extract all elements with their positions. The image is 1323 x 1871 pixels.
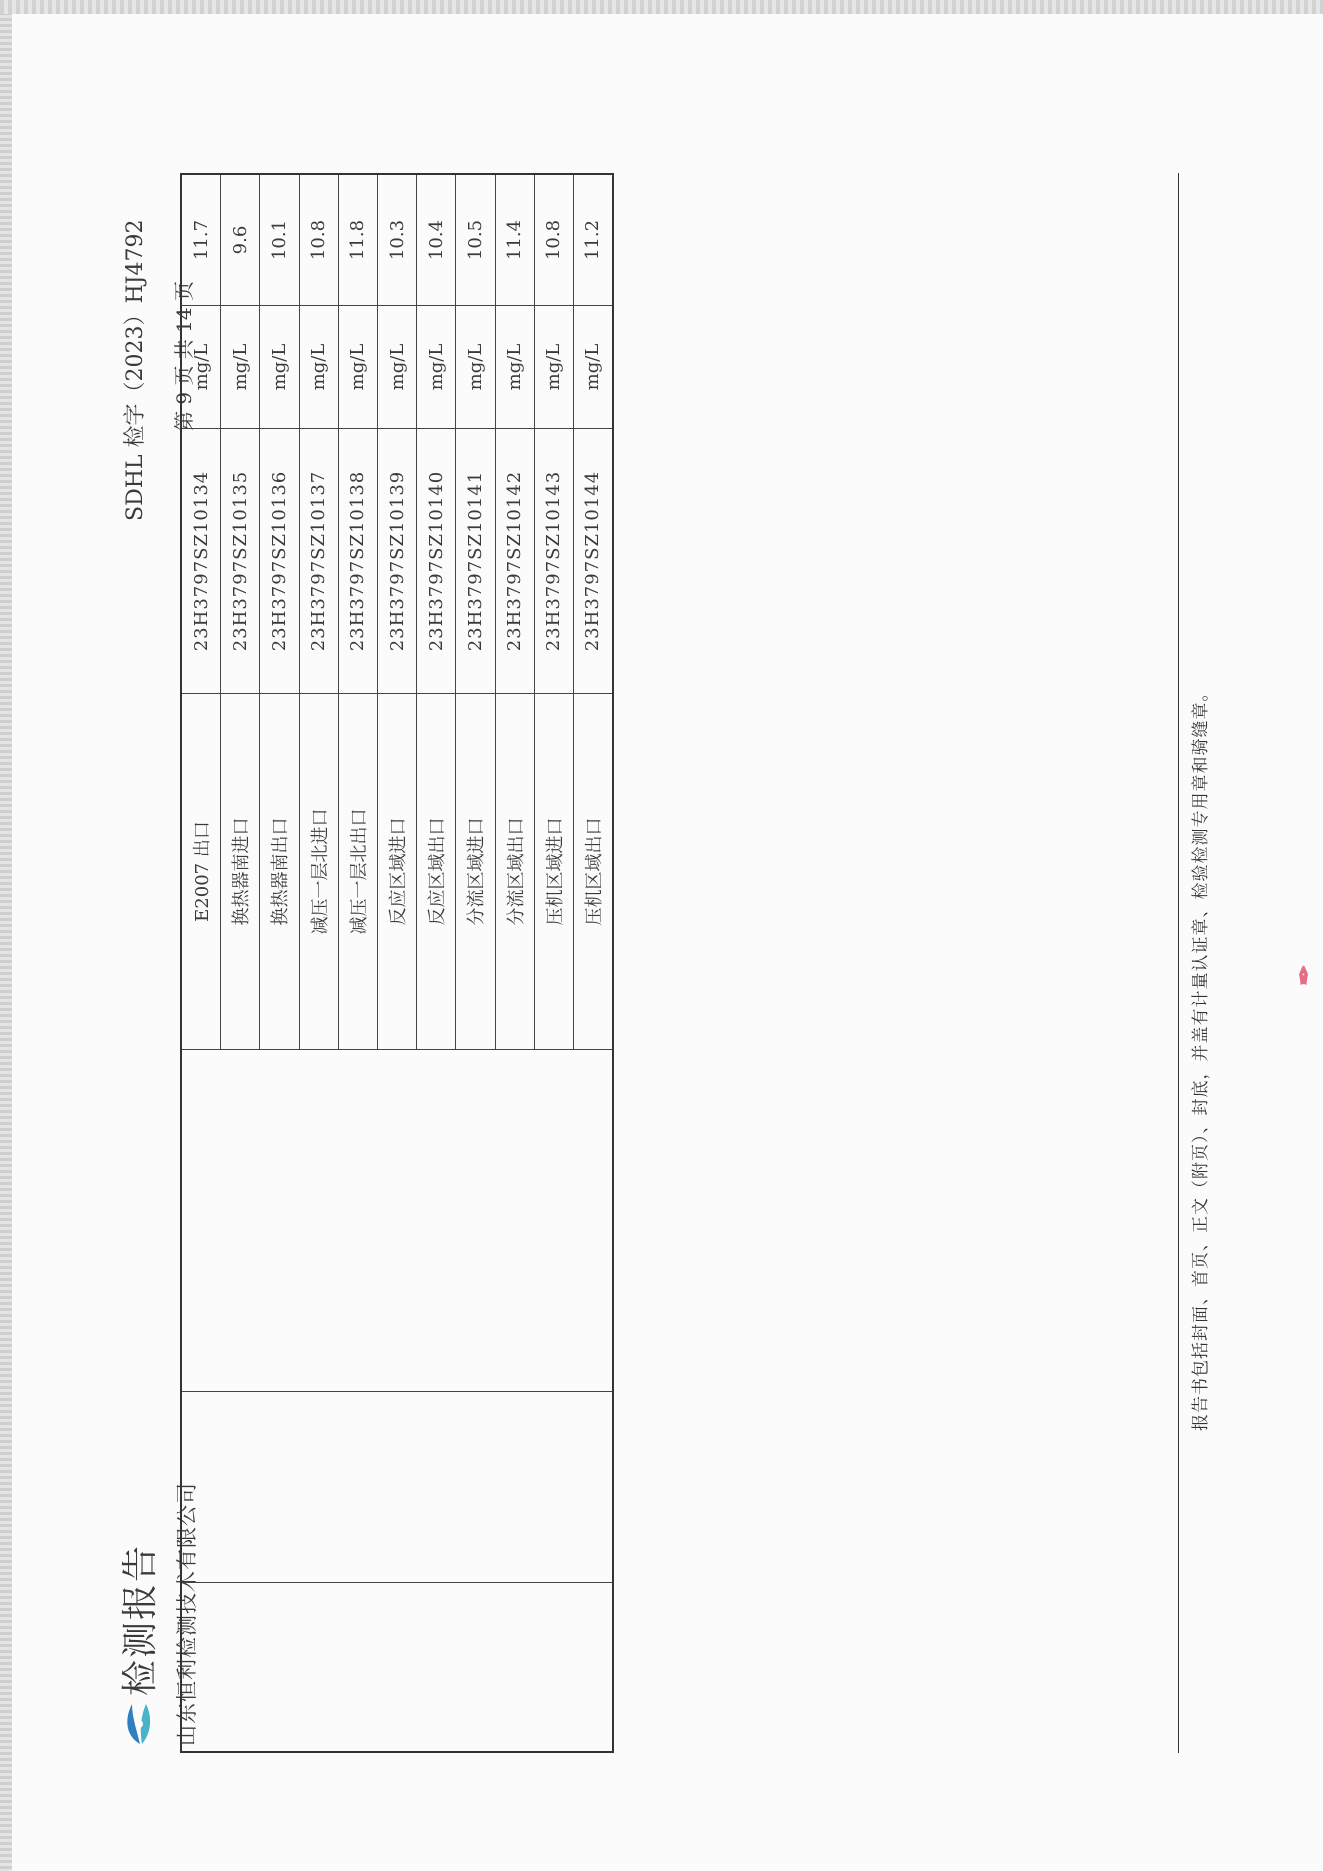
value-cell: 11.7 [181, 174, 221, 306]
report-title: 检测报告 [120, 1543, 161, 1696]
value-cell: 10.5 [456, 174, 495, 306]
value-cell: 10.1 [260, 174, 299, 306]
company-logo-icon [118, 1702, 158, 1746]
empty-cell-3 [221, 1050, 260, 1392]
value-cell: 10.3 [377, 174, 416, 306]
empty-cell-1 [338, 1583, 377, 1753]
sample-id-cell: 23H3797SZ10134 [181, 429, 221, 694]
sample-id-cell: 23H3797SZ10139 [377, 429, 416, 694]
empty-cell-1 [534, 1583, 573, 1753]
empty-cell-2 [495, 1392, 534, 1583]
empty-cell-2 [377, 1392, 416, 1583]
sample-id-cell: 23H3797SZ10135 [221, 429, 260, 694]
empty-cell-2 [181, 1392, 221, 1583]
table-row [573, 174, 613, 1752]
value-cell: 10.8 [534, 174, 573, 306]
report-number: SDHL 检字（2023）HJ4792 [123, 219, 148, 521]
table-row [495, 174, 534, 1752]
empty-cell-3 [299, 1050, 338, 1392]
value-cell: 11.2 [573, 174, 613, 306]
sample-id-cell: 23H3797SZ10140 [417, 429, 456, 694]
location-cell: 分流区域进口 [456, 694, 495, 1050]
table-row [181, 174, 221, 1752]
empty-cell-2 [338, 1392, 377, 1583]
sample-id-cell: 23H3797SZ10137 [299, 429, 338, 694]
location-cell: 减压一层北出口 [338, 694, 377, 1050]
unit-cell: mg/L [181, 306, 221, 429]
empty-cell-3 [534, 1050, 573, 1392]
sample-id-cell: 23H3797SZ10141 [456, 429, 495, 694]
red-stamp-fragment: ✒ [1290, 964, 1320, 986]
sample-id-cell: 23H3797SZ10138 [338, 429, 377, 694]
empty-cell-1 [377, 1583, 416, 1753]
empty-cell-1 [573, 1583, 613, 1753]
empty-cell-2 [534, 1392, 573, 1583]
unit-cell: mg/L [299, 306, 338, 429]
value-cell: 11.4 [495, 174, 534, 306]
value-cell: 9.6 [221, 174, 260, 306]
logo-row [112, 1482, 163, 1746]
value-cell: 11.8 [338, 174, 377, 306]
empty-cell-2 [456, 1392, 495, 1583]
empty-cell-1 [221, 1583, 260, 1753]
unit-cell: mg/L [338, 306, 377, 429]
unit-cell: mg/L [260, 306, 299, 429]
empty-cell-2 [221, 1392, 260, 1583]
location-cell: 反应区域出口 [417, 694, 456, 1050]
empty-cell-2 [260, 1392, 299, 1583]
location-cell: 反应区域进口 [377, 694, 416, 1050]
unit-cell: mg/L [534, 306, 573, 429]
empty-cell-1 [456, 1583, 495, 1753]
empty-cell-1 [495, 1583, 534, 1753]
footer-divider [1178, 173, 1179, 1753]
table-row [456, 174, 495, 1752]
empty-cell-2 [299, 1392, 338, 1583]
table-row [534, 174, 573, 1752]
location-cell: 换热器南进口 [221, 694, 260, 1050]
footer-note: 报告书包括封面、首页、正文（附页）、封底，并盖有计量认证章、检验检测专用章和骑缝章。 [1191, 683, 1211, 1431]
unit-cell: mg/L [417, 306, 456, 429]
unit-cell: mg/L [495, 306, 534, 429]
company-name: 山东恒利检测技术有限公司 [175, 1482, 199, 1746]
empty-cell-2 [417, 1392, 456, 1583]
table-row [221, 174, 260, 1752]
table-row [260, 174, 299, 1752]
sample-id-cell: 23H3797SZ10143 [534, 429, 573, 694]
table-row [417, 174, 456, 1752]
table-row [377, 174, 416, 1752]
sample-id-cell: 23H3797SZ10144 [573, 429, 613, 694]
unit-cell: mg/L [573, 306, 613, 429]
empty-cell-3 [260, 1050, 299, 1392]
empty-cell-3 [495, 1050, 534, 1392]
sample-id-cell: 23H3797SZ10136 [260, 429, 299, 694]
empty-cell-3 [456, 1050, 495, 1392]
empty-cell-1 [260, 1583, 299, 1753]
results-table [180, 173, 614, 1753]
empty-cell-1 [417, 1583, 456, 1753]
location-cell: 减压一层北进口 [299, 694, 338, 1050]
page-number: 第 9 页 共 14 页 [172, 281, 196, 431]
location-cell: 压机区域出口 [573, 694, 613, 1050]
table-row [299, 174, 338, 1752]
empty-cell-3 [338, 1050, 377, 1392]
empty-cell-2 [573, 1392, 613, 1583]
value-cell: 10.8 [299, 174, 338, 306]
empty-cell-3 [377, 1050, 416, 1392]
table-row [338, 174, 377, 1752]
empty-cell-3 [417, 1050, 456, 1392]
sample-id-cell: 23H3797SZ10142 [495, 429, 534, 694]
location-cell: 分流区域出口 [495, 694, 534, 1050]
location-cell: E2007 出口 [181, 694, 221, 1050]
empty-cell-3 [181, 1050, 221, 1392]
unit-cell: mg/L [456, 306, 495, 429]
location-cell: 压机区域进口 [534, 694, 573, 1050]
unit-cell: mg/L [221, 306, 260, 429]
location-cell: 换热器南出口 [260, 694, 299, 1050]
unit-cell: mg/L [377, 306, 416, 429]
value-cell: 10.4 [417, 174, 456, 306]
empty-cell-1 [299, 1583, 338, 1753]
empty-cell-3 [573, 1050, 613, 1392]
empty-cell-1 [181, 1583, 221, 1753]
